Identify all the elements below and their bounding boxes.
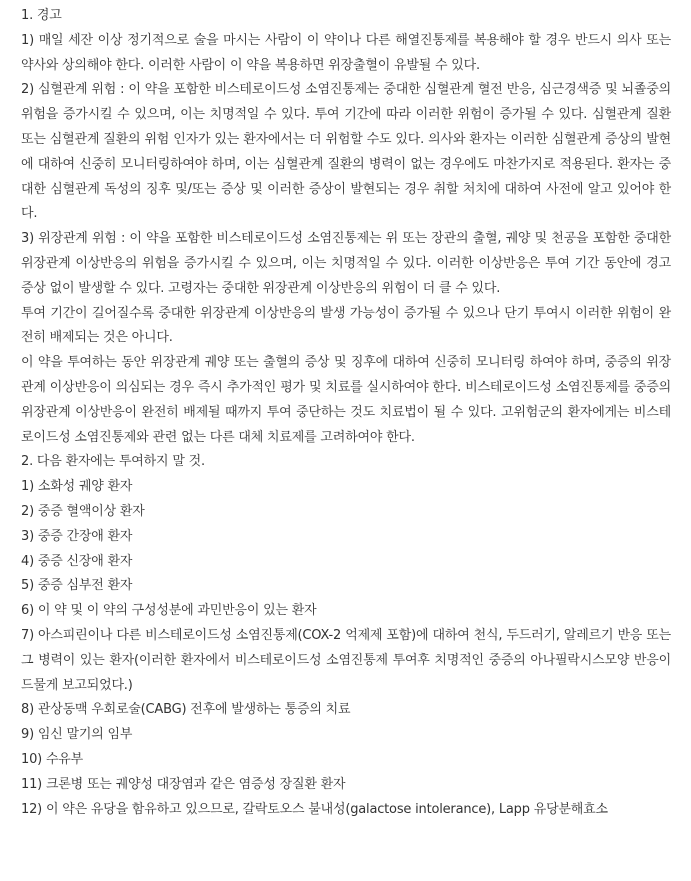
- contraindication-item: 11) 크론병 또는 궤양성 대장염과 같은 염증성 장질환 환자: [21, 776, 346, 792]
- warning-item-2: 2) 심혈관계 위험 : 이 약을 포함한 비스테로이드성 소염진통제는 중대한 심혈관계 혈전 반응, 심근경색증 및 뇌졸중의 위험을 증가시킬 수 있으며, 이는 치명적일 수 있다. 투여 기간에 따라 이러한 위험이 증가될 수 있다. 심혈관계 질환 또는 심혈관계 질환의 위험 인자가 있는 환자에서는 더 위험할 수도 있다. 의사와 환자는 이러한 심혈관계 증상의 발현에 대하여 신중히 모니터링하여야 하며, 이는 심혈관계 질환의 병력이 없는 경우에도 마찬가지로 적용된다. 환자는 중대한 심혈관계 독성의 징후 및/또는 증상 및 이러한 증상이 발현되는 경우 취할 처치에 대하여 사전에 알고 있어야 한다.: [21, 82, 671, 222]
- contraindication-item: 9) 임신 말기의 임부: [21, 727, 133, 743]
- contraindication-item: 10) 수유부: [21, 751, 84, 767]
- warning-paragraph: 투여 기간이 길어질수록 중대한 위장관계 이상반응의 발생 가능성이 증가될 수 있으나 단기 투여시 이러한 위험이 완전히 배제되는 것은 아니다.: [21, 305, 671, 346]
- contraindication-item: 2) 중증 혈액이상 환자: [21, 503, 145, 519]
- contraindication-item: 12) 이 약은 유당을 함유하고 있으므로, 갈락토오스 불내성(galactose intolerance), Lapp 유당분해효소: [21, 801, 608, 817]
- warning-item-3: 3) 위장관계 위험 : 이 약을 포함한 비스테로이드성 소염진통제는 위 또는 장관의 출혈, 궤양 및 천공을 포함한 중대한 위장관계 이상반응의 위험을 증가시킬 수 있으며, 이는 치명적일 수 있다. 이러한 이상반응은 투여 기간 동안에 경고 증상 없이 발생할 수 있다. 고령자는 중대한 위장관계 이상반응의 위험이 더 클 수 있다.: [21, 231, 671, 296]
- contraindication-item: 4) 중증 신장애 환자: [21, 553, 133, 569]
- section-heading-warning: 1. 경고: [21, 8, 62, 23]
- contraindication-item: 1) 소화성 궤양 환자: [21, 479, 133, 495]
- contraindication-item: 3) 중증 간장애 환자: [21, 528, 133, 544]
- contraindication-item: 8) 관상동맥 우회로술(CABG) 전후에 발생하는 통증의 치료: [21, 702, 351, 718]
- warning-paragraph: 이 약을 투여하는 동안 위장관계 궤양 또는 출혈의 증상 및 징후에 대하여 신중히 모니터링 하여야 하며, 중증의 위장관계 이상반응이 의심되는 경우 즉시 추가적인 평가 및 치료를 실시하여야 한다. 비스테로이드성 소염진통제를 중증의 위장관계 이상반응이 완전히 배제될 때까지 투여 중단하는 것도 치료법이 될 수 있다. 고위험군의 환자에게는 비스테로이드성 소염진통제와 관련 없는 다른 대체 치료제를 고려하여야 한다.: [21, 355, 671, 445]
- contraindication-item: 6) 이 약 및 이 약의 구성성분에 과민반응이 있는 환자: [21, 603, 317, 619]
- contraindication-item: 5) 중증 심부전 환자: [21, 578, 133, 594]
- warning-item-1: 1) 매일 세잔 이상 정기적으로 술을 마시는 사람이 이 약이나 다른 해열진통제를 복용해야 할 경우 반드시 의사 또는 약사와 상의해야 한다. 이러한 사람이 이 약을 복용하면 위장출혈이 유발될 수 있다.: [21, 32, 671, 73]
- section-heading-contraindications: 2. 다음 환자에는 투여하지 말 것.: [21, 454, 205, 470]
- contraindication-item: 7) 아스피린이나 다른 비스테로이드성 소염진통제(COX-2 억제제 포함)에 대하여 천식, 두드러기, 알레르기 반응 또는 그 병력이 있는 환자(이러한 환자에서 비스테로이드성 소염진통제 투여후 치명적인 중증의 아나필락시스모양 반응이 드물게 보고되었다.): [21, 627, 671, 693]
- document-body: [0, 4, 681, 822]
